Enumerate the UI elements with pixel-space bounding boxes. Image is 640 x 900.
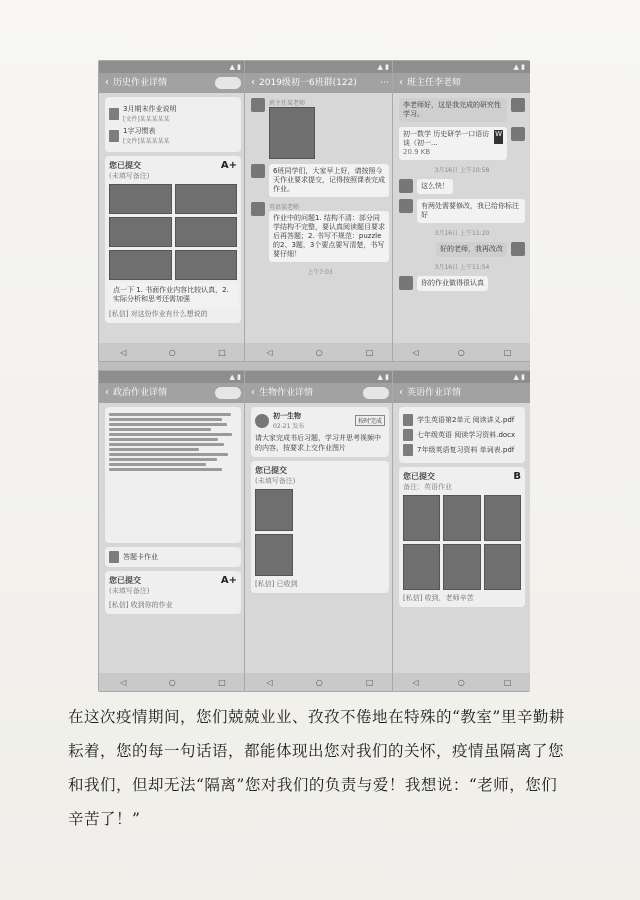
status-bar: ▲ ▮ [393,371,530,383]
file-message[interactable] [399,127,507,160]
android-navbar [245,343,395,361]
chat-message [399,98,525,122]
nav-back-icon[interactable]: ◁ [266,677,273,687]
file-icon [403,429,413,441]
homework-photo[interactable] [443,495,480,541]
file-name: 7年级英语复习资料 单词表.pdf [417,446,515,454]
homework-photo[interactable] [403,544,440,590]
status-bar: ▲ ▮ [99,61,247,73]
nav-recent-icon[interactable]: □ [218,677,226,687]
message-time: 上午7:03 [307,269,333,276]
message-bubble: 这么快！ [417,179,453,194]
word-file-icon: W [494,130,503,144]
screen-header [393,73,530,93]
file-name: 1字习惯表 [123,127,156,135]
nav-home-icon[interactable]: ○ [168,677,176,687]
nav-back-icon[interactable]: ◁ [266,347,273,357]
attachment-name: 答题卡作业 [123,553,158,561]
submitted-label: 您已提交 [255,466,287,475]
file-meta: [文件]某某某某某 [123,116,170,123]
submission-card [251,461,389,593]
nav-recent-icon[interactable]: □ [365,677,374,687]
screen-header [245,73,395,93]
message-bubble: 李老师好，这是我完成的研究性学习。 [399,98,507,122]
file-icon [403,414,413,426]
note-text: (未填写备注) [109,172,150,180]
file-name: 学生英语第2单元 阅读讲义.pdf [417,416,515,424]
screen-title: 班主任李老师 [407,78,462,88]
sender-name: 班主任某老师 [269,100,306,107]
homework-photo[interactable] [443,544,480,590]
assignment-card [251,407,389,457]
message-bubble: 你的作业做得很认真 [417,276,488,291]
chat-message [399,199,525,223]
screen-title: 生物作业详情 [259,388,314,398]
file-icon [109,130,119,142]
note-text: (未填写备注) [255,477,296,485]
nav-recent-icon[interactable]: □ [503,677,512,687]
screen-header [99,73,247,93]
comment-meta: [私信] 收到你的作业 [109,601,173,609]
assignment-text [105,407,241,543]
status-bar: ▲ ▮ [245,371,395,383]
assignment-body: 请大家完成书后习题，学习并思考视频中的内容，按要求上交作业图片 [255,434,381,452]
phone-screen-teacher-chat [392,60,530,362]
homework-photo[interactable] [175,184,238,214]
phone-screen-class-group [244,60,396,362]
avatar[interactable] [511,127,525,141]
caption-paragraph: 在这次疫情期间，您们兢兢业业、孜孜不倦地在特殊的“教室”里辛勤耕耘着，您的每一句话语，都能体现出您对我们的关怀，疫情虽隔离了您和我们，但却无法“隔离”您对我们的负责与爱！我想说：“老师，您们辛苦了！” [68,708,565,828]
homework-photo[interactable] [109,184,172,214]
nav-recent-icon[interactable]: □ [218,347,226,357]
back-arrow-icon[interactable]: ‹ [251,387,255,398]
android-navbar [393,343,530,361]
screen-title: 政治作业详情 [113,388,168,398]
avatar[interactable] [251,98,265,112]
file-list [399,407,525,463]
file-item[interactable] [403,414,521,426]
nav-home-icon[interactable]: ○ [315,347,323,357]
back-arrow-icon[interactable]: ‹ [251,77,255,88]
chat-message [251,98,389,159]
file-item[interactable] [403,429,521,441]
file-item[interactable] [403,444,521,456]
nav-home-icon[interactable]: ○ [457,677,465,687]
android-navbar [99,673,247,691]
publish-date: 02-21 发布 [273,423,305,430]
message-bubble: 6班同学们，大家早上好，请按照今天作业要求提交，记得按照课表完成作业。 [269,164,389,197]
submission-card [399,467,525,607]
menu-capsule[interactable] [363,387,389,399]
sender-name: 英语某老师 [269,204,300,211]
android-navbar [393,673,530,691]
avatar[interactable] [511,242,525,256]
homework-photo[interactable] [484,495,521,541]
screenshot-collage [98,60,530,692]
homework-photo[interactable] [255,489,293,531]
status-tag: 按时完成 [355,415,385,426]
submitted-label: 您已提交 [109,161,141,170]
file-name: 3月期末作业说明 [123,105,177,113]
file-name: 七年级英语 阅读学习资料.docx [417,431,516,439]
file-icon [109,108,119,120]
nav-recent-icon[interactable]: □ [365,347,374,357]
homework-photo[interactable] [109,217,172,247]
homework-photo[interactable] [175,217,238,247]
chat-message [251,202,389,262]
file-meta: [文件]某某某某某 [123,138,170,145]
status-bar: ▲ ▮ [393,61,530,73]
note-text: (未填写备注) [109,587,150,595]
grade-badge: A+ [220,575,237,586]
screen-header [245,383,395,403]
phone-screen-biology-homework [244,370,396,692]
file-title: 初一数学 历史研学一口语访谈（初一... [403,130,490,147]
nav-home-icon[interactable]: ○ [457,347,465,357]
comment-meta: [私信] 对这份作业有什么想说的 [109,310,208,318]
screen-header [393,383,530,403]
chat-message [251,164,389,197]
nav-home-icon[interactable]: ○ [168,347,176,357]
phone-screen-history-homework [98,60,248,362]
submitted-label: 您已提交 [403,472,435,481]
back-arrow-icon[interactable]: ‹ [105,387,109,398]
message-bubble: 有两处需要修改，我已给你标注好 [417,199,525,223]
back-arrow-icon[interactable]: ‹ [399,77,403,88]
file-item[interactable] [109,126,237,145]
avatar[interactable] [251,202,265,216]
grade-badge: B [513,471,521,482]
chat-message [399,242,525,257]
file-item[interactable] [109,104,237,123]
file-icon [109,551,119,563]
comment-meta: [私信] 已收到 [255,580,298,588]
submission-card [105,571,241,614]
avatar[interactable] [511,98,525,112]
grade-badge: A+ [220,160,237,171]
phone-screen-politics-homework [98,370,248,692]
message-bubble: 作业中的问题1. 结构不清：部分同学结构不完整，要认真阅读题目要求后再答题；2. 书写不规范：puzzle的2、3题，3个要点要写清楚，书写要仔细！ [269,211,389,262]
message-bubble: 好的老师，我再改改 [436,242,507,257]
chat-message [399,179,525,194]
status-bar: ▲ ▮ [245,61,395,73]
screen-title: 英语作业详情 [407,388,462,398]
back-arrow-icon[interactable]: ‹ [105,77,109,88]
homework-photo[interactable] [484,544,521,590]
comment-meta: [私信] 收到，老师辛苦 [403,594,474,602]
avatar[interactable] [399,276,413,290]
nav-back-icon[interactable]: ◁ [120,347,127,357]
attachment[interactable] [105,547,241,567]
homework-photo[interactable] [109,250,172,280]
file-icon [403,444,413,456]
nav-back-icon[interactable]: ◁ [120,677,127,687]
file-list [105,97,241,152]
message-time: 3月16日 上午10:58 [434,167,490,174]
screen-header [99,383,247,403]
more-icon[interactable]: ⋯ [380,78,389,88]
android-navbar [99,343,247,361]
homework-photo[interactable] [255,534,293,576]
teacher-name: 初一生物 [273,412,301,420]
message-time: 3月16日 上午11:20 [434,230,490,237]
nav-back-icon[interactable]: ◁ [412,347,419,357]
teacher-avatar [255,414,269,428]
note-text: 备注：英语作业 [403,483,452,491]
homework-photo[interactable] [403,495,440,541]
nav-recent-icon[interactable]: □ [503,347,512,357]
message-time: 3月16日 上午11:54 [434,264,490,271]
menu-capsule[interactable] [215,387,241,399]
nav-home-icon[interactable]: ○ [315,677,323,687]
file-size: 20.9 KB [403,148,431,156]
shared-photo[interactable] [269,107,315,159]
screen-title: 历史作业详情 [113,78,168,88]
screen-title: 2019级初一6班群(122) [259,78,357,88]
homework-photo[interactable] [175,250,238,280]
avatar[interactable] [399,179,413,193]
avatar[interactable] [251,164,265,178]
nav-back-icon[interactable]: ◁ [412,677,419,687]
status-bar: ▲ ▮ [99,371,247,383]
chat-message [399,127,525,160]
submitted-label: 您已提交 [109,576,141,585]
submission-card [105,156,241,323]
avatar[interactable] [399,199,413,213]
android-navbar [245,673,395,691]
chat-message [399,276,525,291]
phone-screen-english-homework [392,370,530,692]
menu-capsule[interactable] [215,77,241,89]
back-arrow-icon[interactable]: ‹ [399,387,403,398]
teacher-comment: 点一下 1. 书面作业内容比较认真，2. 实际分析和思考还需加强 [109,283,237,307]
